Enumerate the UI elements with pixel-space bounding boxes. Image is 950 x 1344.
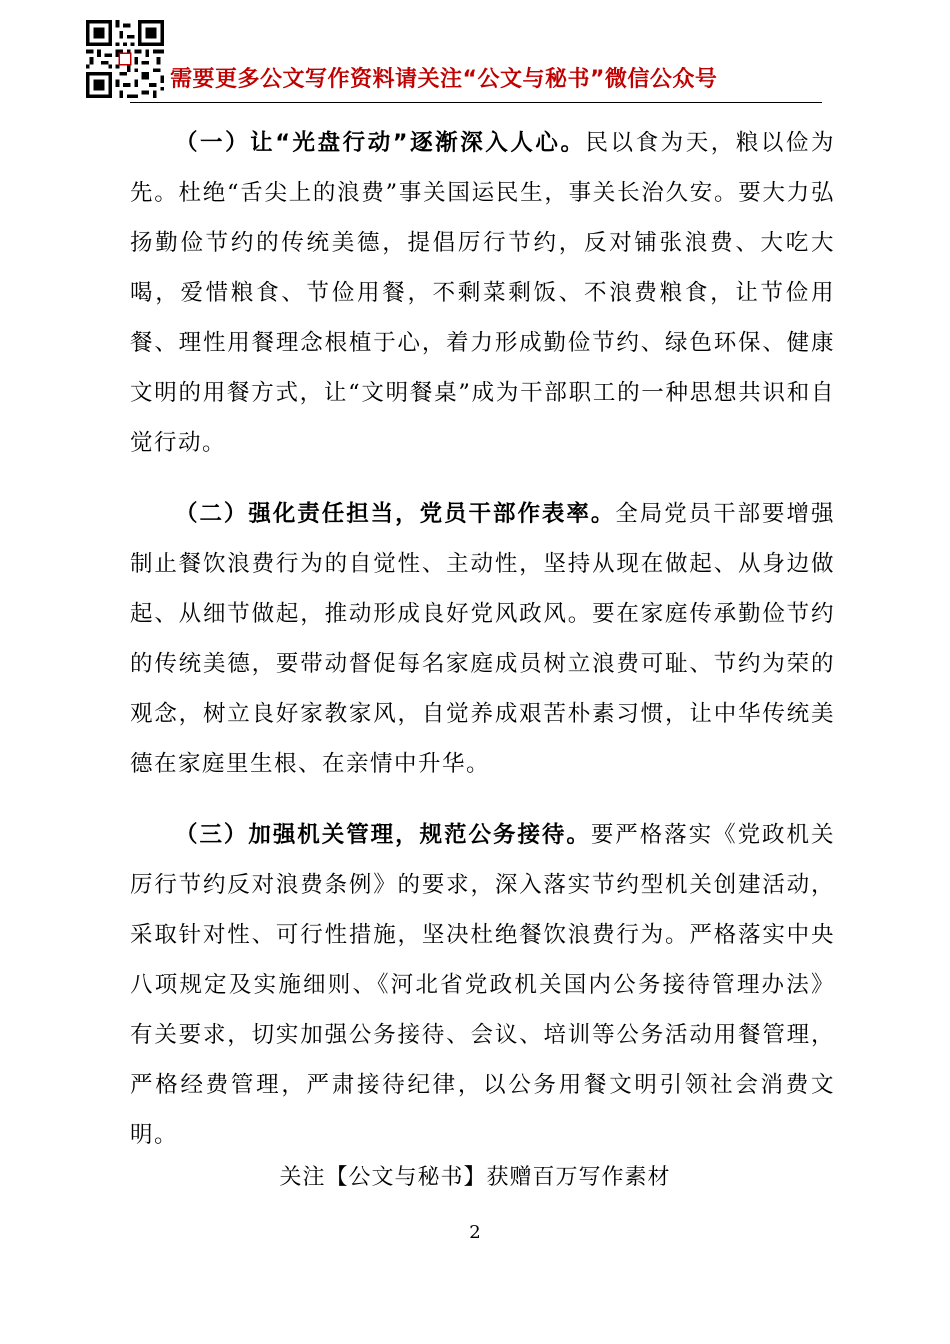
footer-note: 关注【公文与秘书】获赠百万写作素材 xyxy=(279,1165,671,1190)
qr-code-icon xyxy=(86,20,164,98)
paragraph-1-body: 民以食为天，粮以俭为先。杜绝“舌尖上的浪费”事关国运民生，事关长治久安。要大力弘扬勤俭节约的传统美德，提倡厉行节约，反对铺张浪费、大吃大喝，爱惜粮食、节俭用餐，不剩菜剩饭、不浪费粮食，让节俭用餐、理性用餐理念根植于心，着力形成勤俭节约、绿色环保、健康文明的用餐方式，让“文明餐桌”成为干部职工的一种思想共识和自觉行动。 xyxy=(130,130,835,456)
paragraph-1 xyxy=(130,118,835,468)
header-banner: 需要更多公文写作资料请关注“公文与秘书”微信公众号 xyxy=(170,67,718,92)
paragraph-3-body: 要严格落实《党政机关厉行节约反对浪费条例》的要求，深入落实节约型机关创建活动，采取针对性、可行性措施，坚决杜绝餐饮浪费行为。严格落实中央八项规定及实施细则、《河北省党政机关国内公务接待管理办法》有关要求，切实加强公务接待、会议、培训等公务活动用餐管理，严格经费管理，严肃接待纪律，以公务用餐文明引领社会消费文明。 xyxy=(130,822,835,1148)
paragraph-3-lead: （三）加强机关管理，规范公务接待。 xyxy=(175,822,591,848)
paragraph-3 xyxy=(130,810,835,1160)
paragraph-2-lead: （二）强化责任担当，党员干部作表率。 xyxy=(175,501,616,527)
paragraph-2-body: 全局党员干部要增强制止餐饮浪费行为的自觉性、主动性，坚持从现在做起、从身边做起、从细节做起，推动形成良好党风政风。要在家庭传承勤俭节约的传统美德，要带动督促每名家庭成员树立浪费可耻、节约为荣的观念，树立良好家教家风，自觉养成艰苦朴素习惯，让中华传统美德在家庭里生根、在亲情中升华。 xyxy=(130,501,835,777)
paragraph-2 xyxy=(130,489,835,789)
paragraph-1-lead: （一）让“光盘行动”逐渐深入人心。 xyxy=(175,130,586,156)
header-divider xyxy=(130,102,822,103)
page-number: 2 xyxy=(469,1222,481,1243)
